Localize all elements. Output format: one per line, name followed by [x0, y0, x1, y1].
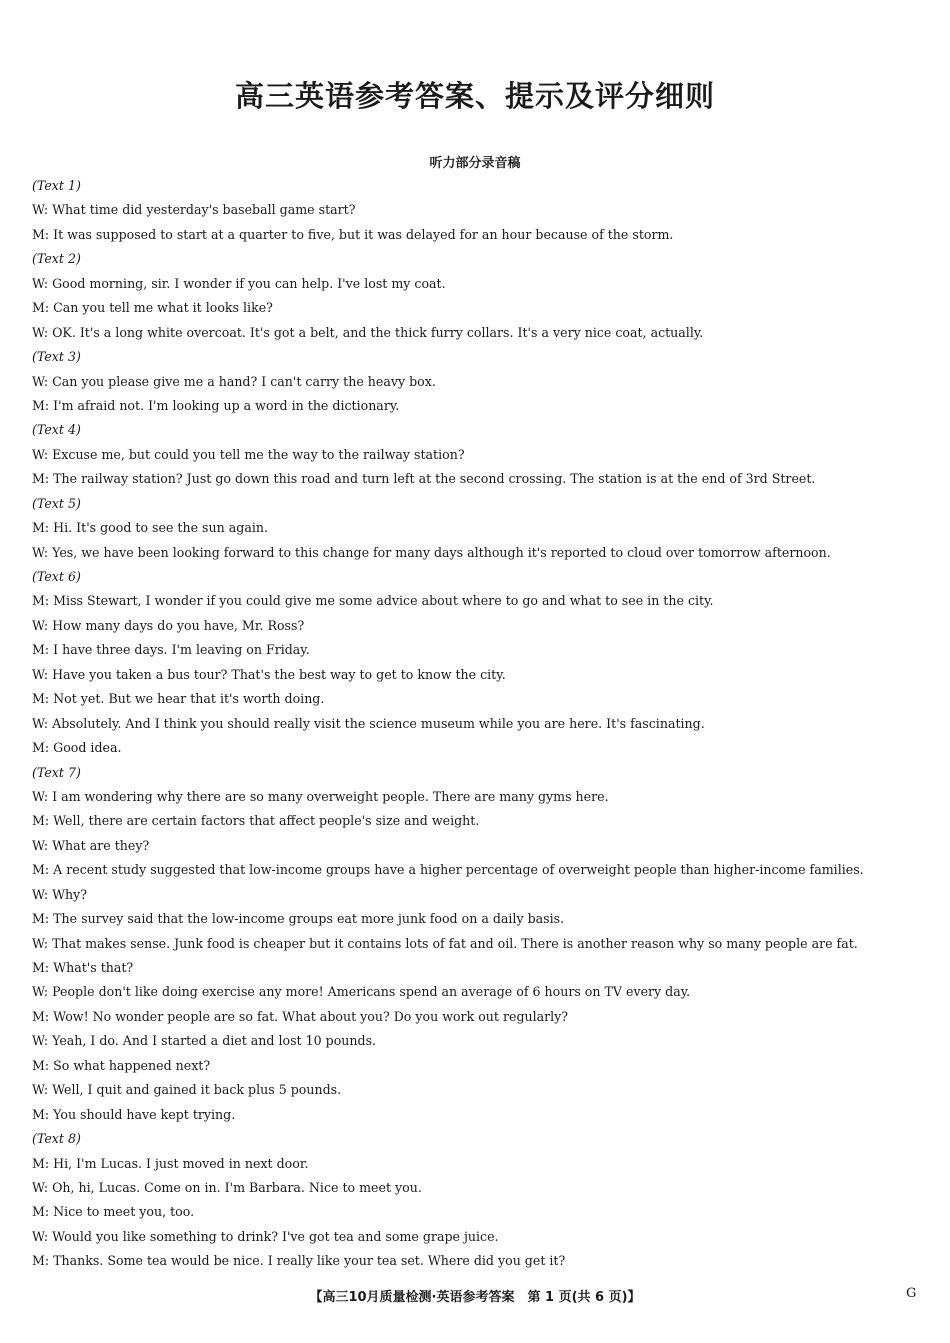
text-label: (Text 2)	[32, 251, 81, 267]
dialogue-line: W: People don't like doing exercise any more! Americans spend an average of 6 hours on TV every day.	[32, 984, 691, 1000]
transcript	[32, 174, 922, 1274]
dialogue-line: M: What's that?	[32, 960, 134, 975]
dialogue-line: W: Would you like something to drink? I've got tea and some grape juice.	[32, 1228, 499, 1244]
dialogue-line: M: Hi, I'm Lucas. I just moved in next door.	[32, 1155, 309, 1171]
text-label: (Text 3)	[32, 349, 81, 365]
dialogue-line: M: So what happened next?	[32, 1057, 211, 1073]
dialogue-line: W: What are they?	[32, 837, 150, 853]
text-label: (Text 4)	[32, 422, 81, 438]
dialogue-line: W: What time did yesterday's baseball game start?	[32, 202, 356, 218]
dialogue-line: W: Yes, we have been looking forward to this change for many days although it's reported to cloud over tomorrow afternoon.	[32, 544, 831, 560]
dialogue-line: M: The railway station? Just go down this road and turn left at the second crossing. The station is at the end of 3rd Street.	[32, 471, 816, 487]
dialogue-line: M: Wow! No wonder people are so fat. What about you? Do you work out regularly?	[32, 1008, 569, 1024]
dialogue-line: W: Well, I quit and gained it back plus 5 pounds.	[32, 1082, 342, 1098]
dialogue-line: W: Oh, hi, Lucas. Come on in. I'm Barbara. Nice to meet you.	[32, 1179, 422, 1195]
text-label: (Text 6)	[32, 569, 81, 584]
dialogue-line: M: Well, there are certain factors that affect people's size and weight.	[32, 813, 480, 829]
dialogue-line: M: You should have kept trying.	[32, 1106, 236, 1122]
page-footer: 【高三10月质量检测·英语参考答案 第 1 页(共 6 页)】	[309, 1290, 641, 1305]
dialogue-line: W: Good morning, sir. I wonder if you can help. I've lost my coat.	[32, 275, 446, 291]
dialogue-line: M: Nice to meet you, too.	[32, 1204, 195, 1220]
dialogue-line: W: Why?	[32, 886, 88, 902]
dialogue-line: W: Have you taken a bus tour? That's the best way to get to know the city.	[32, 666, 506, 682]
dialogue-line: M: Miss Stewart, I wonder if you could give me some advice about where to go and what to see in the city.	[32, 593, 714, 609]
dialogue-line: W: Yeah, I do. And I started a diet and lost 10 pounds.	[32, 1033, 377, 1049]
dialogue-line: W: How many days do you have, Mr. Ross?	[32, 617, 305, 633]
dialogue-line: M: It was supposed to start at a quarter to five, but it was delayed for an hour because of the storm.	[32, 226, 674, 242]
dialogue-line: W: Can you please give me a hand? I can't carry the heavy box.	[32, 373, 436, 389]
page-title: 高三英语参考答案、提示及评分细则	[234, 79, 715, 113]
dialogue-line: M: A recent study suggested that low-income groups have a higher percentage of overweight people than higher-income families.	[32, 862, 864, 878]
dialogue-line: M: I'm afraid not. I'm looking up a word in the dictionary.	[32, 397, 400, 413]
dialogue-line: W: Excuse me, but could you tell me the way to the railway station?	[32, 446, 465, 462]
dialogue-line: W: That makes sense. Junk food is cheaper but it contains lots of fat and oil. There is another reason why so many people are fat.	[32, 935, 858, 951]
dialogue-line: M: I have three days. I'm leaving on Friday.	[32, 642, 310, 658]
corner-mark: G	[906, 1286, 917, 1301]
dialogue-line: W: I am wondering why there are so many overweight people. There are many gyms here.	[32, 788, 609, 804]
dialogue-line: M: The survey said that the low-income groups eat more junk food on a daily basis.	[32, 911, 565, 927]
text-label: (Text 1)	[32, 178, 81, 193]
dialogue-line: M: Can you tell me what it looks like?	[32, 300, 273, 316]
text-label: (Text 5)	[32, 495, 81, 511]
dialogue-line: M: Good idea.	[32, 740, 122, 756]
section-title: 听力部分录音稿	[429, 156, 521, 171]
text-label: (Text 7)	[32, 764, 81, 780]
dialogue-line: W: OK. It's a long white overcoat. It's got a belt, and the thick furry collars. It's a very nice coat, actually.	[32, 324, 704, 340]
dialogue-line: M: Thanks. Some tea would be nice. I really like your tea set. Where did you get it?	[32, 1253, 566, 1269]
dialogue-line: M: Not yet. But we hear that it's worth doing.	[32, 691, 325, 707]
text-label: (Text 8)	[32, 1131, 81, 1147]
dialogue-line: W: Absolutely. And I think you should really visit the science museum while you are here. It's fascinating.	[32, 715, 705, 731]
dialogue-line: M: Hi. It's good to see the sun again.	[32, 520, 268, 536]
